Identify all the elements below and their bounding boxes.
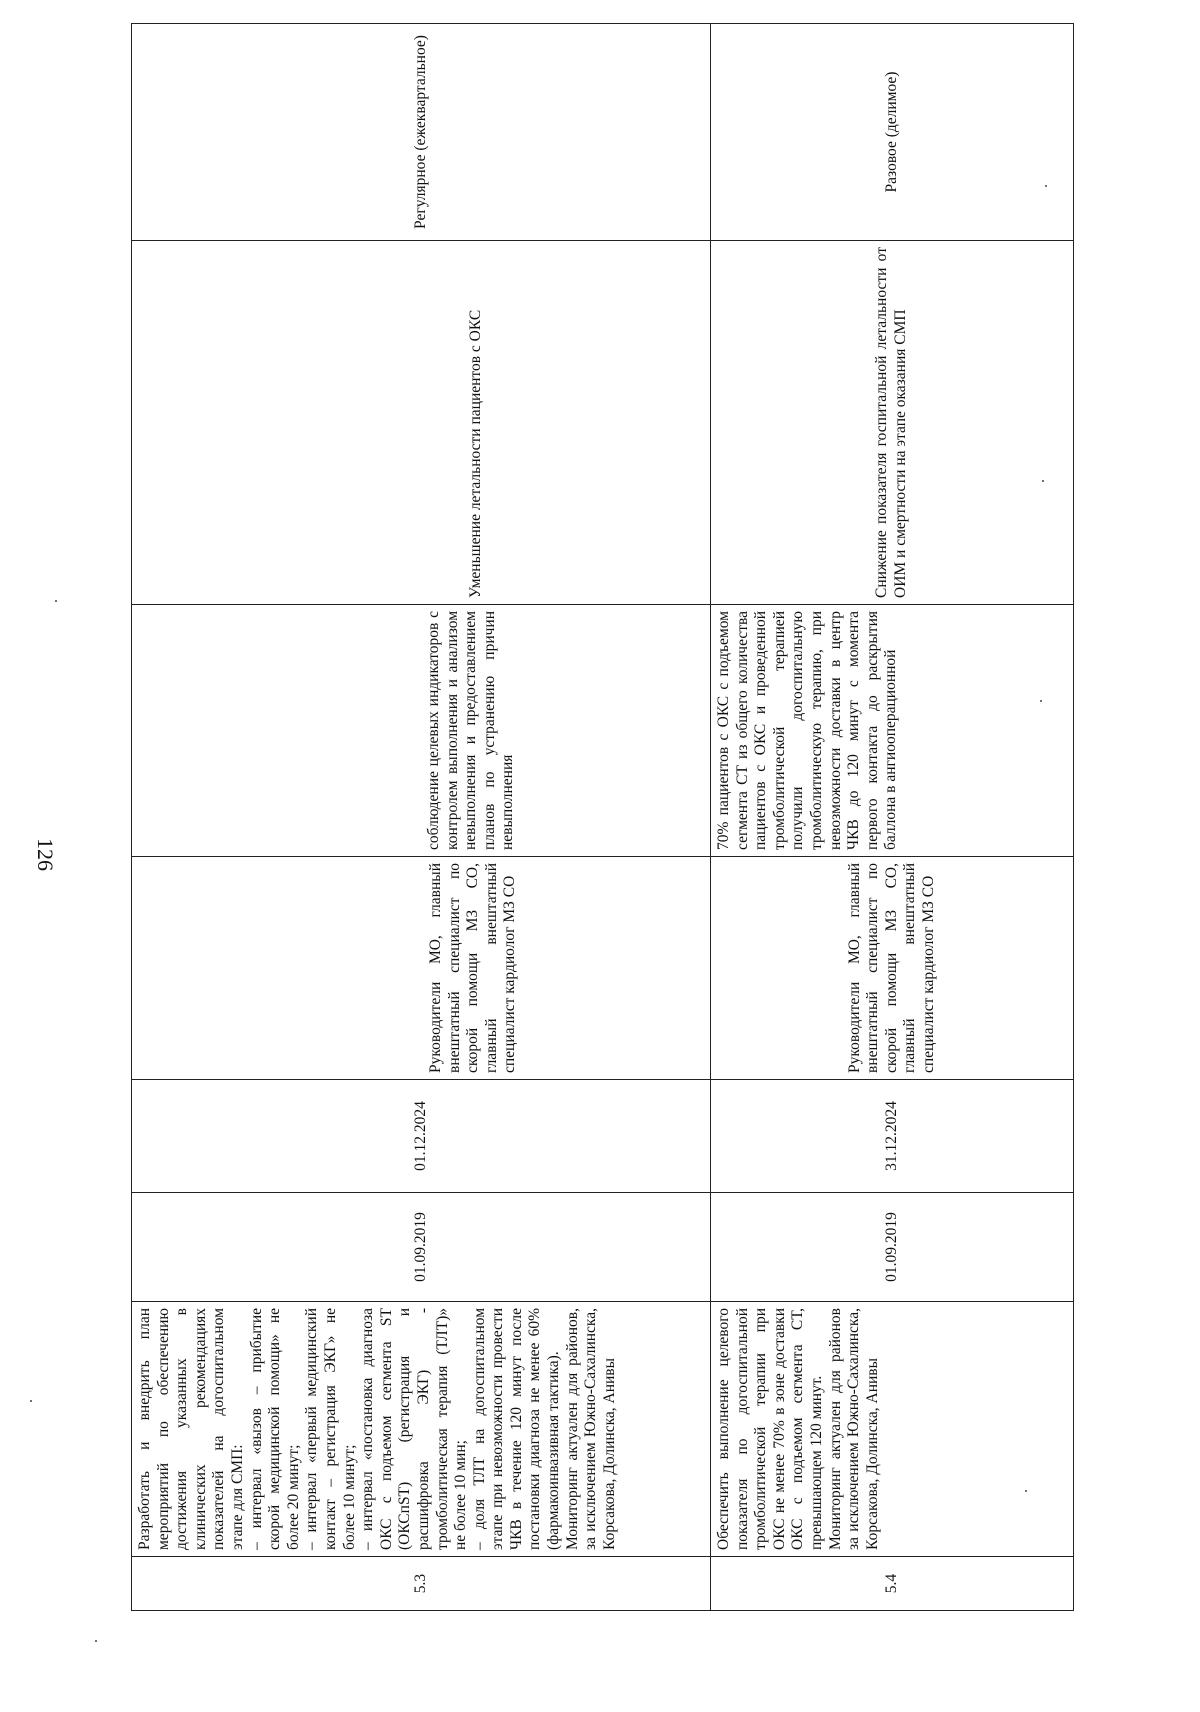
- result-cell: соблюдение целевых индикаторов с контролем выполнения и анализом невыполнения и предоставлением планов по устранению причин невыполнения: [132, 605, 711, 857]
- task-line: Обеспечить выполнение целевого показателя по догоспитальной тромболитической терапии при ОКС не менее 70% в зоне доставки ОКС с подъемом сегмента СТ, превышающем 120 минут.: [715, 1308, 825, 1550]
- result-cell: 70% пациентов с ОКС с подъемом сегмента СТ из общего количества пациентов с ОКС и проведенной тромболитической терапией получили догоспитальную тромболитическую терапию, при невозможности доставки в центр ЧКВ до 120 минут с момента первого контакта до раскрытия баллона в ангиооперационной: [711, 605, 1074, 857]
- page-number: 126: [33, 838, 58, 871]
- task-cell: [711, 1302, 1074, 1557]
- task-line: – интервал «постановка диагноза ОКС с подъемом сегмента ST (ОКСпST) (регистрация и расшифровка ЭКГ) - тромболитическая терапия (ТЛТ)» не более 10 мин;: [359, 1308, 470, 1550]
- start-date: 01.09.2019: [711, 1193, 1074, 1302]
- task-line: – интервал «вызов – прибытие скорой медицинской помощи» не более 20 минут;: [247, 1308, 302, 1550]
- type-cell: Регулярное (ежеквартальное): [132, 24, 711, 241]
- responsible-cell: Руководители МО, главный внештатный специалист по скорой помощи МЗ СО, главный внештатный специалист кардиолог МЗ СО: [132, 857, 711, 1080]
- end-date: 01.12.2024: [132, 1080, 711, 1193]
- scan-speck: [95, 1640, 97, 1642]
- scan-speck: [55, 600, 57, 602]
- scan-speck: [1045, 185, 1047, 187]
- task-line: – доля ТЛТ на догоспитальном этапе при невозможности провести ЧКВ в течение 120 минут после постановки диагноза не менее 60% (фармакоинвазивная тактика).: [470, 1308, 563, 1550]
- effect-cell: Уменьшение летальности пациентов с ОКС: [132, 241, 711, 605]
- start-date: 01.09.2019: [132, 1193, 711, 1302]
- row-number: 5.4: [711, 1557, 1074, 1611]
- end-date: 31.12.2024: [711, 1080, 1074, 1193]
- task-line: Мониторинг актуален для районов за исключением Южно-Сахалинска, Корсакова, Долинска, Анивы: [826, 1308, 881, 1550]
- table-row: [132, 24, 711, 1611]
- rotated-table-wrapper: [131, 24, 1073, 1611]
- task-line: Разработать и внедрить план мероприятий по обеспечению достижения указанных в клинических рекомендациях показателей на догоспитальном этапе для СМП:: [136, 1308, 246, 1550]
- task-cell: [132, 1302, 711, 1557]
- task-line: – интервал «первый медицинский контакт – регистрация ЭКГ» не более 10 минут;: [303, 1308, 358, 1550]
- scan-speck: [1040, 700, 1042, 702]
- responsible-cell: Руководители МО, главный внештатный специалист по скорой помощи МЗ СО, главный внештатный специалист кардиолог МЗ СО: [711, 857, 1074, 1080]
- task-line: Мониторинг актуален для районов, за исключением Южно-Сахалинска, Корсакова, Долинска, Анивы: [563, 1308, 618, 1550]
- row-number: 5.3: [132, 1557, 711, 1611]
- table-row: [711, 24, 1074, 1611]
- effect-cell: Снижение показателя госпитальной летальности от ОИМ и смертности на этапе оказания СМП: [711, 241, 1074, 605]
- scan-speck: [30, 1400, 32, 1402]
- scan-speck: [1025, 1490, 1027, 1492]
- action-plan-table: [131, 23, 1074, 1611]
- type-cell: Разовое (делимое): [711, 24, 1074, 241]
- scan-speck: [1042, 480, 1044, 482]
